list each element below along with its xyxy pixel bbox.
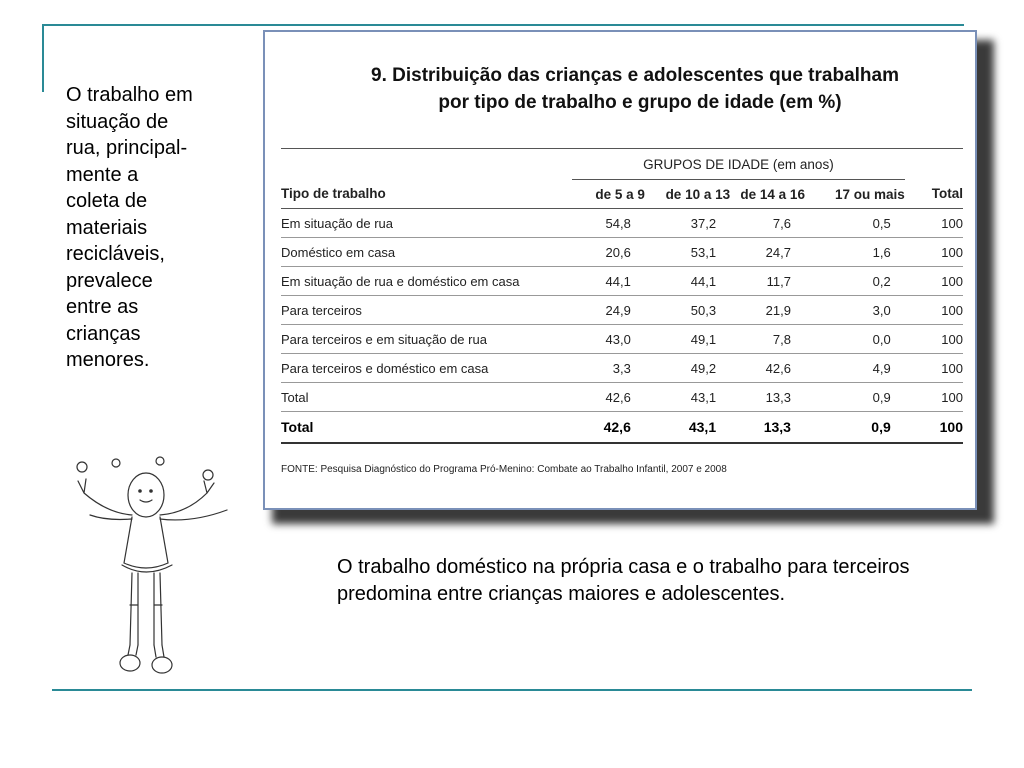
cell-value: 7,8 [772, 331, 791, 347]
table-row [281, 354, 963, 383]
source-note: FONTE: Pesquisa Diagnóstico do Programa Pró-Menino: Combate ao Trabalho Infantil, 2007 e 2008 [281, 464, 727, 475]
table-row-total [281, 412, 963, 444]
cell-value: 37,2 [690, 215, 717, 231]
side-note: O trabalho em situação de rua, principal- mente a coleta de materiais recicláveis, prevalece entre as crianças menores. [66, 84, 193, 371]
data-table [281, 148, 963, 444]
cell-value: 53,1 [690, 244, 717, 260]
column-header-5-9: de 5 a 9 [595, 186, 645, 202]
cell-value: 7,6 [772, 215, 791, 231]
cell-value: 3,3 [612, 360, 631, 376]
cell-value: 49,2 [690, 360, 717, 376]
child-juggling-drawing [62, 455, 242, 680]
cell-value: 1,6 [872, 244, 891, 260]
cell-value: 43,1 [688, 419, 717, 435]
age-group-header: GRUPOS DE IDADE (em anos) [572, 149, 905, 180]
column-header-type: Tipo de trabalho [281, 186, 386, 202]
row-label: Para terceiros e doméstico em casa [281, 360, 489, 376]
cell-value: 100 [941, 244, 963, 260]
column-header-total: Total [931, 186, 963, 202]
cell-value: 100 [939, 419, 963, 435]
top-divider [44, 24, 964, 26]
cell-value: 42,6 [765, 360, 791, 376]
cell-value: 0,2 [872, 273, 891, 289]
statistics-figure [263, 30, 977, 510]
table-row [281, 296, 963, 325]
cell-value: 24,9 [605, 302, 631, 318]
cell-value: 100 [941, 302, 963, 318]
cell-value: 100 [941, 273, 963, 289]
figure-title [265, 62, 975, 116]
cell-value: 43,1 [690, 389, 717, 405]
row-label: Total [281, 419, 314, 435]
cell-value: 49,1 [690, 331, 717, 347]
table-row [281, 267, 963, 296]
cell-value: 3,0 [872, 302, 891, 318]
cell-value: 100 [941, 331, 963, 347]
bottom-divider [52, 689, 972, 691]
cell-value: 0,9 [871, 419, 891, 435]
cell-value: 42,6 [605, 389, 631, 405]
cell-value: 4,9 [872, 360, 891, 376]
column-header-10-13: de 10 a 13 [665, 186, 731, 202]
cell-value: 0,0 [872, 331, 891, 347]
figure-title-line-1: 9. Distribuição das crianças e adolescentes que trabalham [371, 65, 899, 86]
bottom-note: O trabalho doméstico na própria casa e o trabalho para terceiros predomina entre crianças maiores e adolescentes. [337, 556, 910, 605]
table-row [281, 238, 963, 267]
row-label: Em situação de rua [281, 215, 394, 231]
cell-value: 54,8 [605, 215, 631, 231]
table-row [281, 383, 963, 412]
table-row [281, 209, 963, 238]
figure-title-line-2: por tipo de trabalho e grupo de idade (em %) [438, 92, 842, 113]
cell-value: 44,1 [690, 273, 717, 289]
cell-value: 24,7 [765, 244, 791, 260]
left-accent-line [42, 24, 44, 92]
cell-value: 11,7 [766, 273, 791, 289]
cell-value: 13,3 [765, 389, 791, 405]
cell-value: 50,3 [690, 302, 717, 318]
cell-value: 13,3 [763, 419, 791, 435]
table-row [281, 325, 963, 354]
cell-value: 44,1 [605, 273, 631, 289]
column-header-14-16: de 14 a 16 [740, 186, 805, 202]
row-label: Em situação de rua e doméstico em casa [281, 273, 520, 289]
cell-value: 100 [941, 215, 963, 231]
group-header-empty [281, 149, 572, 180]
group-header-empty-total [905, 149, 963, 180]
cell-value: 43,0 [605, 331, 631, 347]
row-label: Para terceiros e em situação de rua [281, 331, 487, 347]
row-label: Doméstico em casa [281, 244, 396, 260]
cell-value: 100 [941, 389, 963, 405]
cell-value: 21,9 [765, 302, 791, 318]
row-label: Total [281, 389, 309, 405]
cell-value: 0,9 [872, 389, 891, 405]
column-header-17-plus: 17 ou mais [834, 186, 905, 202]
cell-value: 42,6 [603, 419, 631, 435]
cell-value: 20,6 [605, 244, 631, 260]
cell-value: 0,5 [872, 215, 891, 231]
row-label: Para terceiros [281, 302, 362, 318]
cell-value: 100 [941, 360, 963, 376]
